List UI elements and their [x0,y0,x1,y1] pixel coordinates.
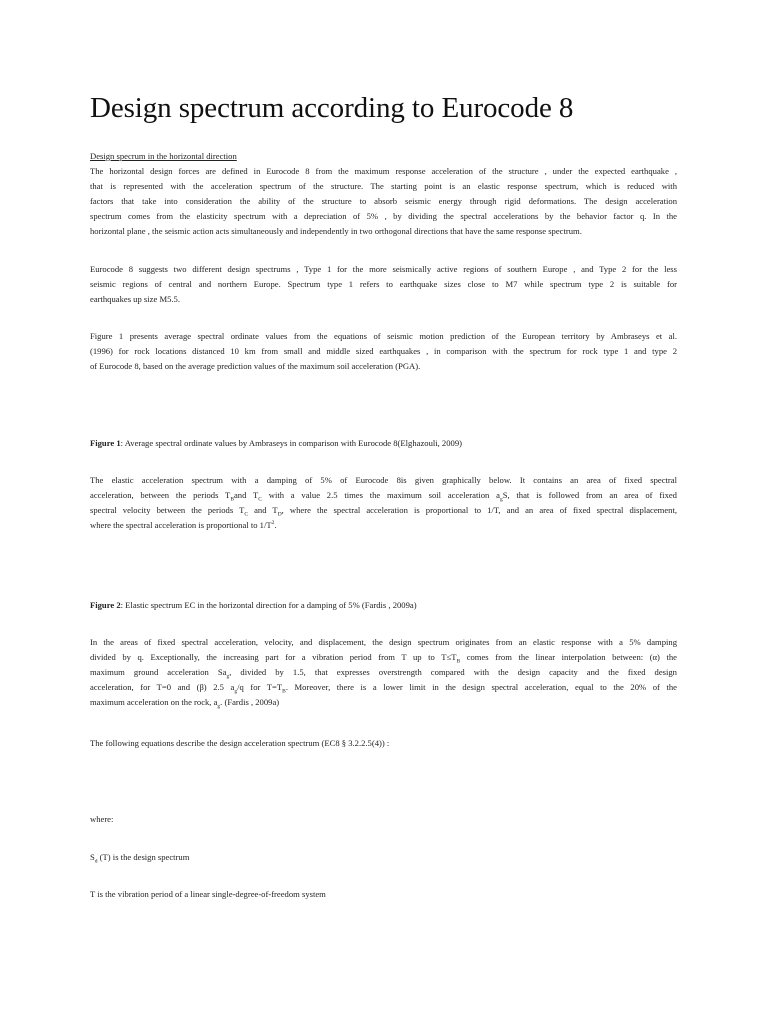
paragraph-line: maximum ground acceleration $Sa_g$, divided by 1.5, that expresses overstrength compared with the design capacity and the fixed design [90,667,677,680]
paragraph-line: spectrum comes from the elasticity spectrum with a depreciation of 5% , by dividing the spectral accelerations by the behavior factor q. In the [90,211,677,221]
paragraph-design-spectrum-areas [90,635,677,710]
paragraph-figure1-intro [90,329,677,374]
figure-1-label: Figure 1 [90,438,121,448]
paragraph-equations-intro [90,736,677,751]
section-heading: Design specrum in the horizontal direction [90,151,237,161]
paragraph-line: The following equations describe the design acceleration spectrum (EC8 § 3.2.2.5(4)) : [90,738,390,748]
figure-1-caption [90,436,677,451]
page-title: Design spectrum according to Eurocode 8 [90,92,574,124]
section-horizontal-direction [90,149,677,239]
paragraph-line: maximum acceleration on the rock, $a_g$. (Fardis , 2009a) [90,697,280,710]
where-label: where: [90,814,114,824]
paragraph-design-spectrums [90,262,677,307]
figure-1-caption-text: : Average spectral ordinate values by Ambraseys in comparison with Eurocode 8(Elghazouli, 2009) [120,438,462,448]
paragraph-line: Figure 1 presents average spectral ordinate values from the equations of seismic motion prediction of the European territory by Ambraseys et al. [90,331,677,341]
paragraph-line: that is represented with the acceleration spectrum of the structure. The starting point is an elastic response spectrum, which is reduced with [90,181,677,191]
definition-vibration-period: T is the vibration period of a linear single-degree-of-freedom system [90,889,326,899]
paragraph-line: In the areas of fixed spectral acceleration, velocity, and displacement, the design spectrum originates from an elastic response with a 5% damping [90,637,677,647]
paragraph-elastic-spectrum [90,473,677,533]
paragraph-line: acceleration, between the periods $T_Band$ $T_C$ with a value 2.5 times the maximum soil acceleration $a_gS$, that is followed from an area of fixed [90,490,677,503]
figure-2-caption-text: : Elastic spectrum EC in the horizontal direction for a damping of 5% (Fardis , 2009a) [120,600,417,610]
definition-design-spectrum: $S_d$ (T) is the design spectrum [90,852,190,865]
paragraph-line: The horizontal design forces are defined in Eurocode 8 from the maximum response acceleration of the structure , under the expected earthquake , [90,166,677,176]
figure-2-caption [90,598,677,613]
paragraph-line: factors that take into consideration the ability of the structure to absorb seismic energy through rigid deformations. The design acceleration [90,196,677,206]
paragraph-line: horizontal plane , the seismic action acts simultaneously and independently in two orthogonal directions that have the same response spectrum. [90,226,582,236]
paragraph-line: where the spectral acceleration is proportional to $1/T^2$. [90,520,277,530]
paragraph-line: divided by q. Exceptionally, the increasing part for a vibration period from T up to $T\le T_B$ comes from the linear interpolation between: (α) the [90,652,677,665]
paragraph-line: acceleration, for T=0 and (β) 2.5 $a_g/q$ for $T=T_B$. Moreover, there is a lower limit in the design spectral acceleration, equal to the 20% of the [90,682,677,695]
paragraph-line: The elastic acceleration spectrum with a damping of 5% of Eurocode 8is given graphically below. It contains an area of fixed spectral [90,475,677,485]
paragraph-line: seismic regions of central and northern Europe. Spectrum type 1 refers to earthquake sizes close to M7 while spectrum type 2 is suitable for [90,279,677,289]
paragraph-line: spectral velocity between the periods $T_C$ and $T_D$, where the spectral acceleration is proportional to 1/T, and an area of fixed spectral displacement, [90,505,677,518]
paragraph-line: earthquakes up size M5.5. [90,294,180,304]
figure-2-label: Figure 2 [90,600,121,610]
paragraph-line: (1996) for rock locations distanced 10 km from small and middle sized earthquakes , in comparison with the spectrum for rock type 1 and type 2 [90,346,677,356]
paragraph-line: Eurocode 8 suggests two different design spectrums , Type 1 for the more seismically active regions of southern Europe , and Type 2 for the less [90,264,677,274]
paragraph-line: of Eurocode 8, based on the average prediction values of the maximum soil acceleration (PGA). [90,361,421,371]
